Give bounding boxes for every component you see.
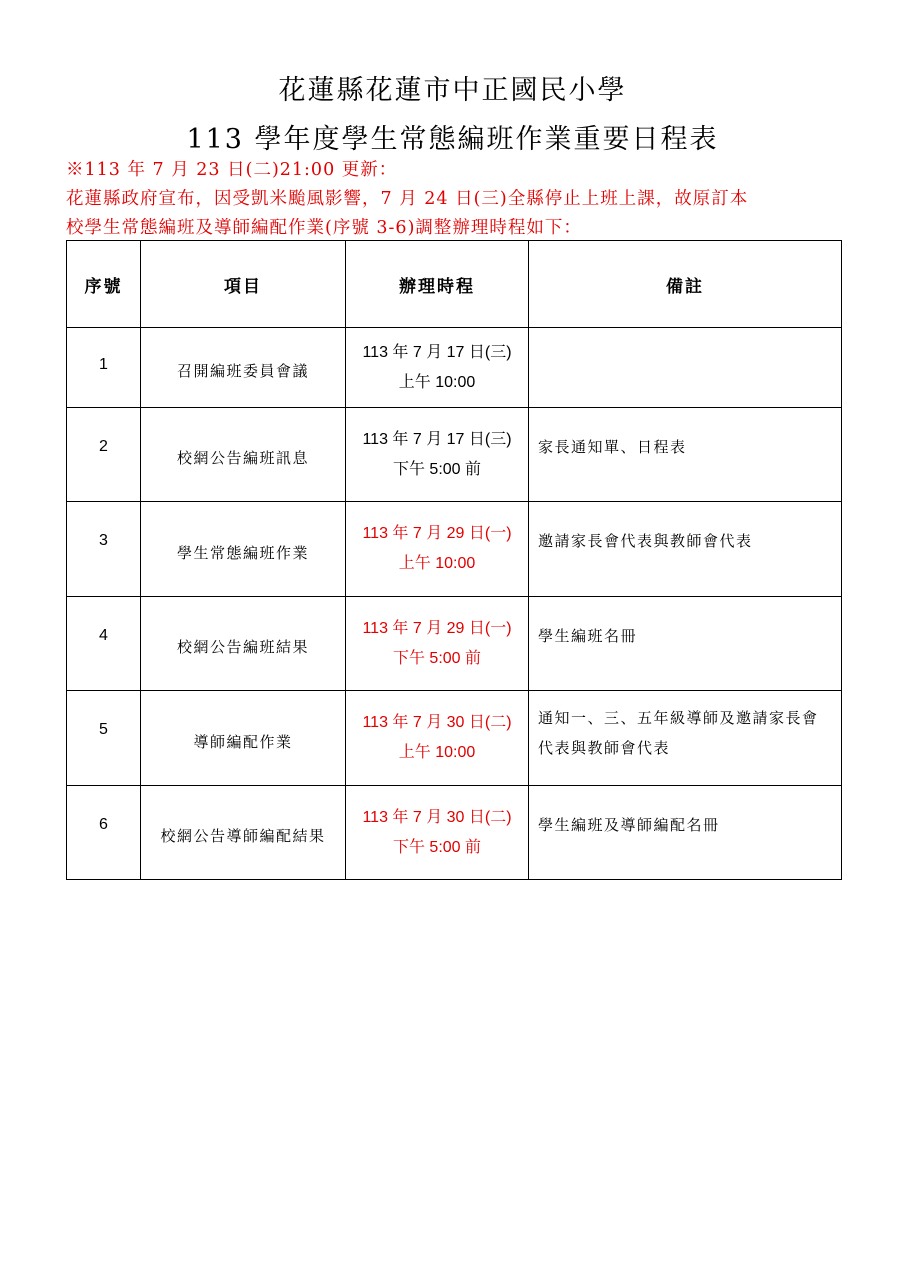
document-title: 113 學年度學生常態編班作業重要日程表: [186, 124, 719, 155]
notice-line-3: 校學生常態編班及導師編配作業(序號 3-6)調整辦理時程如下：: [66, 218, 582, 238]
schedule-date: 113 年 7 月 17 日(三): [362, 430, 512, 448]
school-name: 花蓮縣花蓮市中正國民小學: [278, 75, 627, 106]
row-item: 學生常態編班作業: [141, 502, 346, 597]
notice-line-1: ※113 年 7 月 23 日(二)21:00 更新：: [66, 160, 398, 180]
table-row: [67, 408, 842, 502]
row-note: 家長通知單、日程表: [529, 408, 842, 502]
schedule-date: 113 年 7 月 29 日(一): [362, 525, 512, 542]
table-row: [67, 502, 842, 597]
row-note: [529, 328, 842, 408]
row-number: 5: [67, 691, 141, 786]
table-row: [67, 786, 842, 880]
row-note: 學生編班及導師編配名冊: [529, 786, 842, 880]
row-item: 導師編配作業: [141, 691, 346, 786]
row-number: 2: [67, 408, 141, 502]
row-schedule: [346, 597, 529, 691]
row-schedule: [346, 786, 529, 880]
schedule-date: 113 年 7 月 30 日(二): [362, 808, 512, 826]
row-number: 4: [67, 597, 141, 691]
row-schedule: [346, 328, 529, 408]
schedule-time: 下午 5:00 前: [392, 460, 482, 478]
table-row: [67, 691, 842, 786]
row-schedule: [346, 408, 529, 502]
row-item: 校網公告編班訊息: [141, 408, 346, 502]
row-schedule: [346, 502, 529, 597]
schedule-time: 上午 10:00: [398, 373, 476, 391]
update-notice: [66, 156, 856, 243]
row-item: 校網公告導師編配結果: [141, 786, 346, 880]
row-item: 校網公告編班結果: [141, 597, 346, 691]
row-note: 學生編班名冊: [529, 597, 842, 691]
row-number: 1: [67, 328, 141, 408]
table-row: [67, 328, 842, 408]
schedule-date: 113 年 7 月 30 日(二): [362, 714, 512, 731]
header-note: 備註: [529, 241, 842, 328]
table-row: [67, 597, 842, 691]
notice-line-2: 花蓮縣政府宣布，因受凱米颱風影響，7 月 24 日(三)全縣停止上班上課，故原訂本: [66, 189, 749, 209]
row-number: 6: [67, 786, 141, 880]
row-schedule: [346, 691, 529, 786]
schedule-time: 上午 10:00: [398, 744, 476, 761]
row-note: 通知一、三、五年級導師及邀請家長會代表與教師會代表: [529, 691, 842, 786]
schedule-time: 上午 10:00: [398, 555, 476, 572]
header-no: 序號: [67, 241, 141, 328]
row-number: 3: [67, 502, 141, 597]
header-schedule: 辦理時程: [346, 241, 529, 328]
schedule-time: 下午 5:00 前: [392, 838, 482, 856]
row-item: 召開編班委員會議: [141, 328, 346, 408]
schedule-table: [66, 240, 842, 880]
table-header-row: [67, 241, 842, 328]
schedule-date: 113 年 7 月 29 日(一): [362, 619, 512, 637]
schedule-date: 113 年 7 月 17 日(三): [362, 343, 512, 361]
header-item: 項目: [141, 241, 346, 328]
row-note: 邀請家長會代表與教師會代表: [529, 502, 842, 597]
schedule-time: 下午 5:00 前: [392, 649, 482, 667]
